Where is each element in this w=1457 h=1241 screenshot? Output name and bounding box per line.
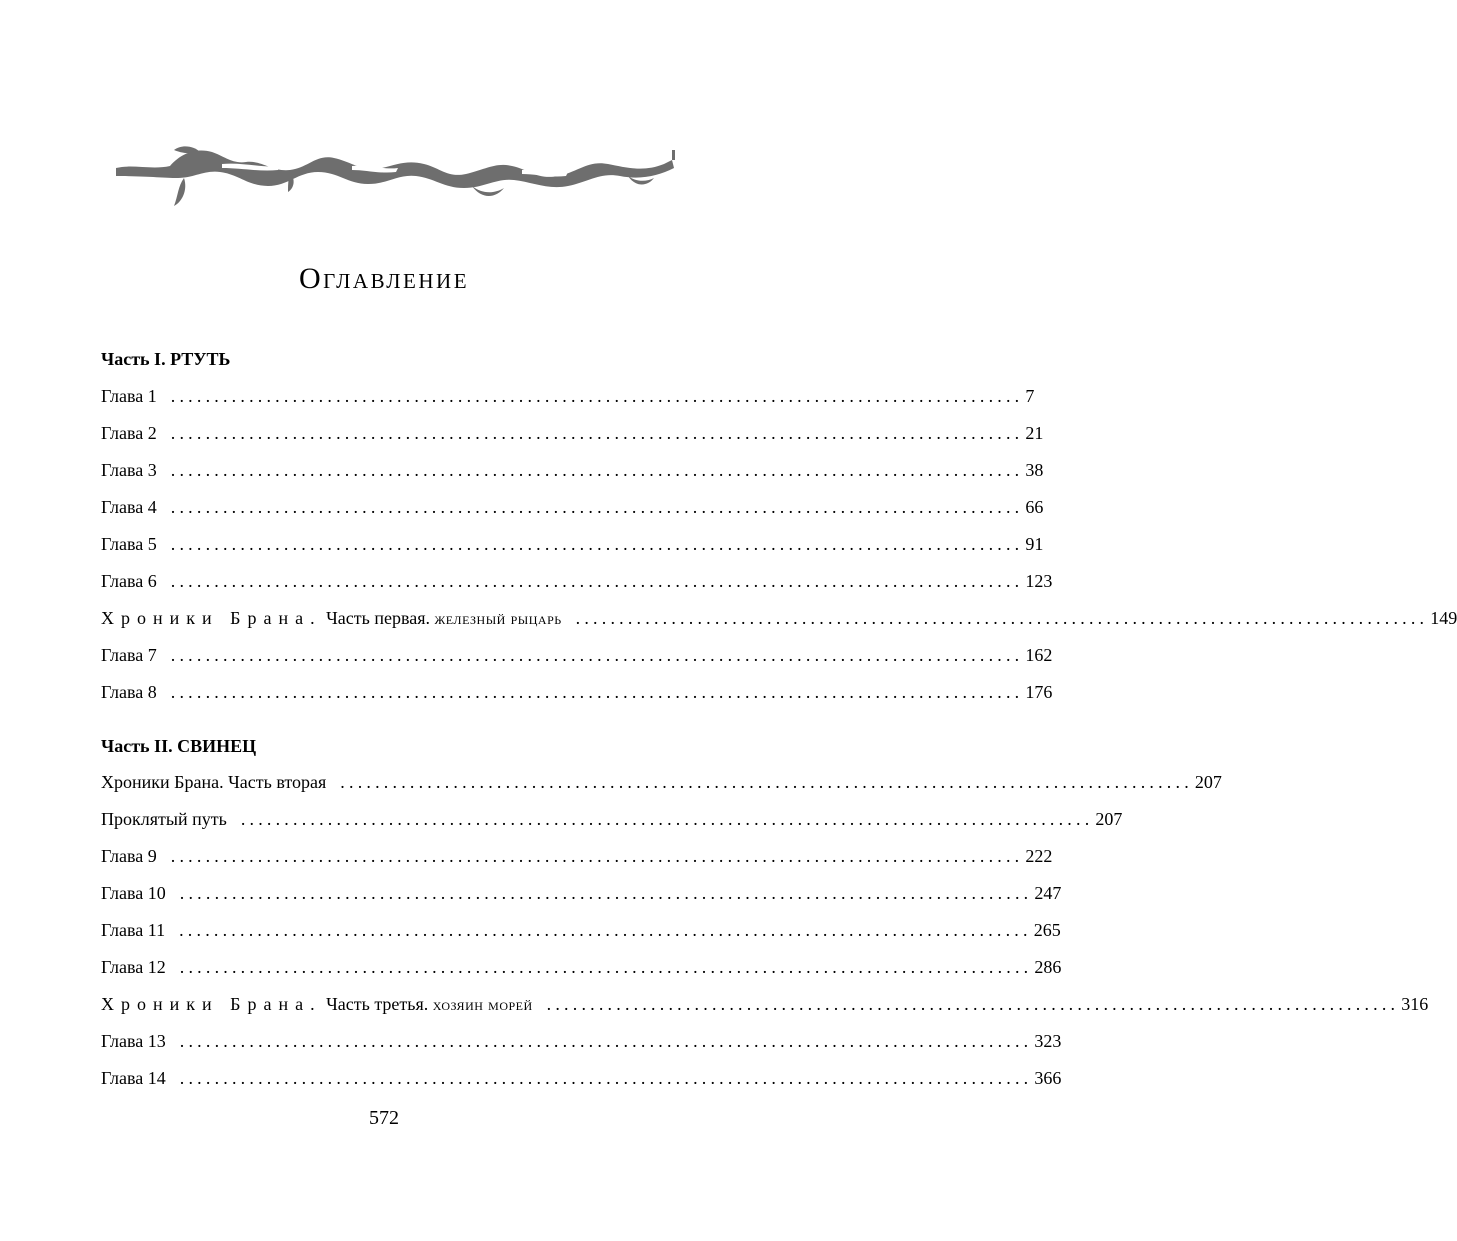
toc-entry[interactable]	[101, 645, 1053, 669]
entry-page: 123	[1025, 571, 1053, 591]
decorative-flourish-icon	[112, 142, 680, 212]
entry-title-caps: железный рыцарь	[434, 609, 562, 628]
entry-title: Глава 12	[101, 957, 166, 977]
entry-page: 176	[1025, 682, 1053, 702]
entry-title: Глава 13	[101, 1031, 166, 1051]
entry-title-rest: Часть первая.	[326, 608, 430, 628]
entry-title: Глава 4	[101, 497, 157, 517]
entry-page: 162	[1025, 645, 1053, 665]
entry-title: Глава 9	[101, 846, 157, 866]
entry-title: Глава 3	[101, 460, 157, 480]
leader-dots: ..................................................................................................	[170, 497, 1024, 517]
entry-page: 366	[1034, 1068, 1062, 1088]
leader-dots: ..................................................................................................	[179, 957, 1033, 977]
leader-dots: ..................................................................................................	[170, 423, 1024, 443]
toc-entry[interactable]	[101, 920, 1061, 944]
page-number: 572	[369, 1107, 399, 1129]
entry-title: Глава 2	[101, 423, 157, 443]
entry-page: 323	[1034, 1031, 1062, 1051]
leader-dots: ..................................................................................................	[170, 460, 1024, 480]
leader-dots: ..................................................................................................	[170, 571, 1024, 591]
leader-dots: ..................................................................................................	[240, 809, 1094, 829]
entry-title-caps: хозяин морей	[432, 995, 533, 1014]
entry-page: 7	[1025, 386, 1035, 406]
entry-title: Глава 8	[101, 682, 157, 702]
leader-dots: ..................................................................................................	[179, 1031, 1033, 1051]
entry-page: 222	[1025, 846, 1053, 866]
entry-title: Глава 10	[101, 883, 166, 903]
part-heading: Часть II. СВИНЕЦ	[101, 736, 257, 756]
entry-page: 207	[1095, 809, 1123, 829]
toc-entry[interactable]	[101, 534, 1044, 558]
leader-dots: ..................................................................................................	[340, 772, 1193, 792]
entry-title	[101, 608, 576, 629]
leader-dots: ..................................................................................................	[179, 920, 1032, 940]
toc-entry[interactable]	[101, 994, 1429, 1018]
toc-entry[interactable]	[101, 497, 1044, 521]
entry-title: Глава 5	[101, 534, 157, 554]
toc-entry[interactable]	[101, 682, 1053, 706]
entry-title-rest: Часть третья.	[326, 994, 429, 1014]
entry-page: 91	[1025, 534, 1044, 554]
entry-page: 265	[1033, 920, 1061, 940]
entry-title: Проклятый путь	[101, 809, 227, 829]
toc-entry[interactable]	[101, 809, 1123, 833]
page-title: Оглавление	[298, 262, 470, 295]
toc-entry[interactable]	[101, 608, 1457, 632]
toc-entry[interactable]	[101, 846, 1053, 870]
leader-dots: ..................................................................................................	[170, 846, 1024, 866]
entry-page: 66	[1025, 497, 1044, 517]
leader-dots: ..................................................................................................	[170, 534, 1024, 554]
toc-entry[interactable]	[101, 957, 1062, 981]
entry-title: Глава 7	[101, 645, 157, 665]
entry-page: 149	[1430, 608, 1457, 628]
entry-title: Глава 11	[101, 920, 166, 940]
leader-dots: ..................................................................................................	[546, 994, 1400, 1014]
entry-page: 38	[1025, 460, 1044, 480]
entry-page: 21	[1025, 423, 1044, 443]
toc-entry[interactable]	[101, 571, 1053, 595]
leader-dots: ..................................................................................................	[179, 883, 1033, 903]
entry-title: Глава 14	[101, 1068, 166, 1088]
entry-page: 207	[1194, 772, 1222, 792]
toc-entry[interactable]	[101, 883, 1062, 907]
entry-title: Глава 6	[101, 571, 157, 591]
entry-title-spaced: Хроники Брана.	[101, 608, 322, 628]
entry-page: 286	[1034, 957, 1062, 977]
entry-page: 316	[1401, 994, 1429, 1014]
entry-title: Глава 1	[101, 386, 157, 406]
entry-title	[101, 994, 547, 1015]
toc-entry[interactable]	[101, 423, 1044, 447]
entry-page: 247	[1034, 883, 1062, 903]
leader-dots: ..................................................................................................	[170, 386, 1024, 406]
toc-entry[interactable]	[101, 386, 1035, 410]
toc-entry[interactable]	[101, 772, 1222, 796]
entry-title-spaced: Хроники Брана.	[101, 994, 322, 1014]
toc-entry[interactable]	[101, 460, 1044, 484]
entry-title: Хроники Брана. Часть вторая	[101, 772, 327, 792]
leader-dots: ..................................................................................................	[170, 682, 1024, 702]
toc-entry[interactable]	[101, 1031, 1062, 1055]
leader-dots: ..................................................................................................	[575, 608, 1429, 628]
toc-entry[interactable]	[101, 1068, 1062, 1092]
leader-dots: ..................................................................................................	[170, 645, 1024, 665]
part-heading: Часть I. РТУТЬ	[101, 349, 231, 369]
leader-dots: ..................................................................................................	[179, 1068, 1033, 1088]
